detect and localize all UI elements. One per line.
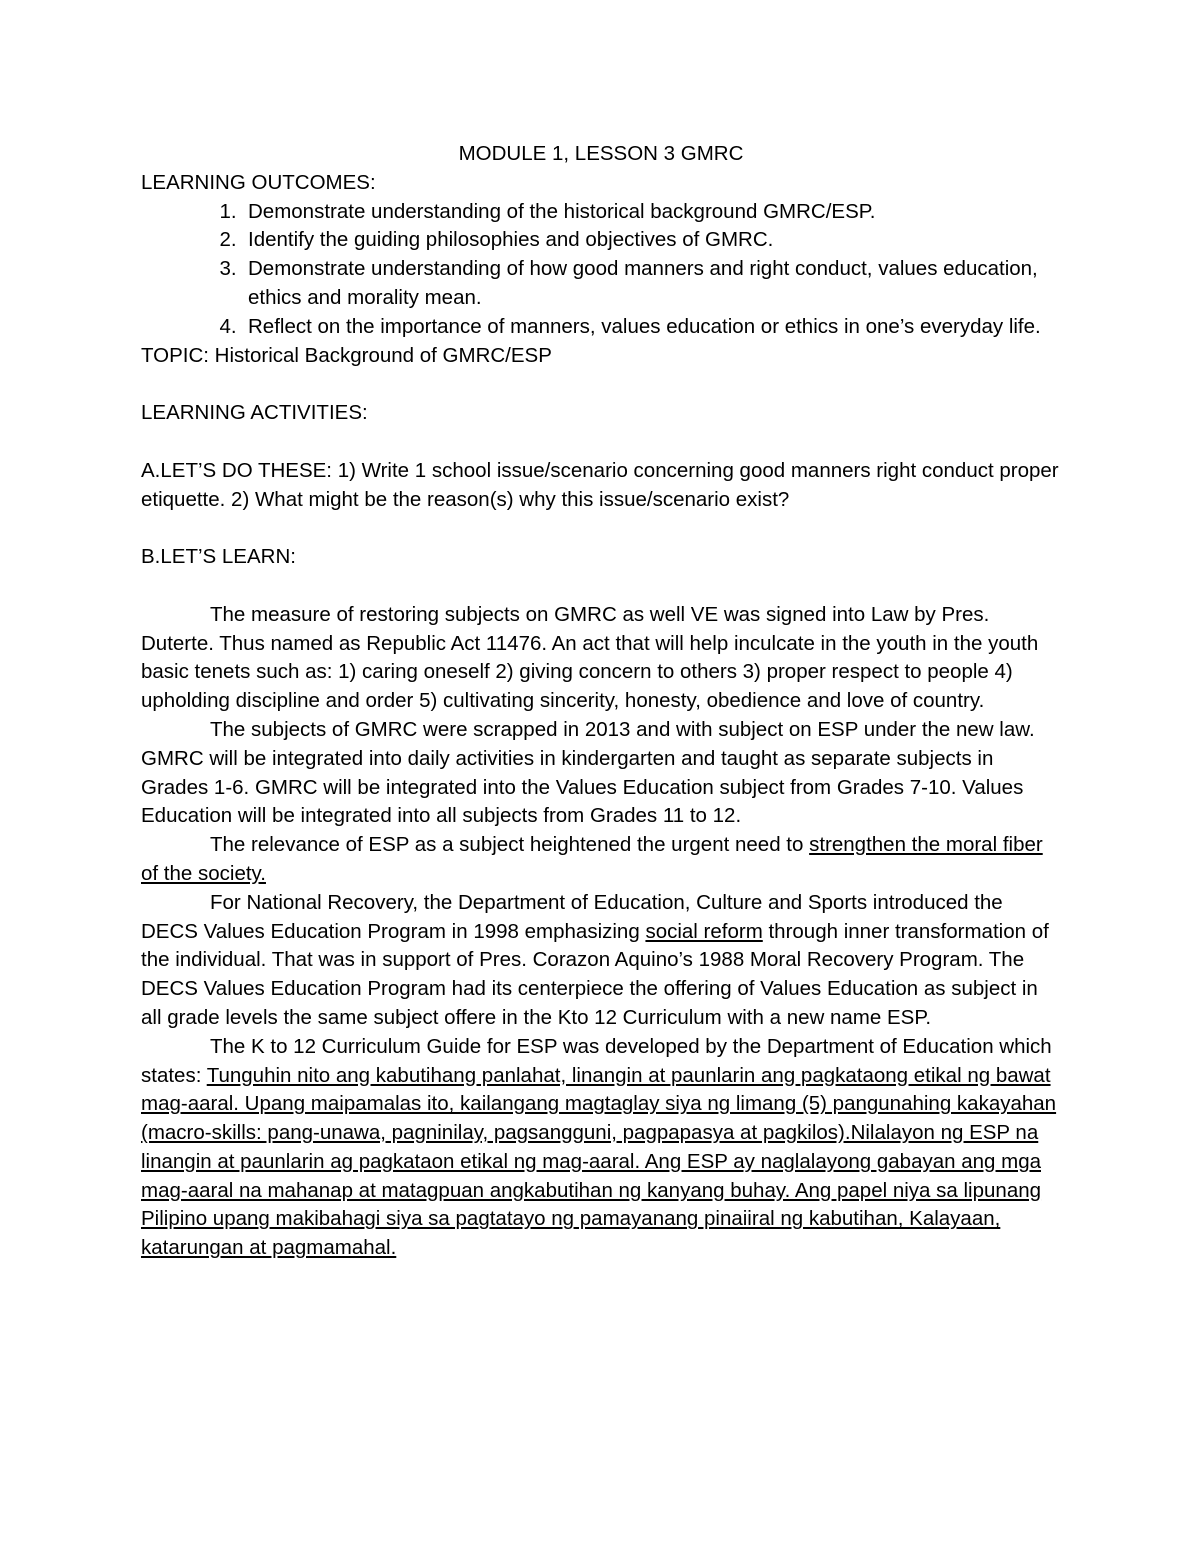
spacer [141,514,1061,543]
lets-learn-heading: B.LET’S LEARN: [141,545,296,569]
spacer [141,428,1061,457]
paragraph-1: The measure of restoring subjects on GMRC as well VE was signed into Law by Pres. Duterte. Thus named as Republic Act 11476. An act that will help inculcate in the youth in the youth basic tenets such as: 1) caring oneself 2) giving concern to others 3) proper respect to people 4) upholding discipline and order 5) cultivating sincerity, honesty, obedience and love of country. [141,602,1039,713]
activities-heading: LEARNING ACTIVITIES: [141,401,368,425]
outcome-item: 3. Demonstrate understanding of how good manners and right conduct, values education, ethics and morality mean. [248,255,1061,313]
topic-line: TOPIC: Historical Background of GMRC/ESP [141,343,552,367]
lets-do-section: A.LET’S DO THESE: 1) Write 1 school issue/scenario concerning good manners right conduct proper etiquette. 2) What might be the reason(s) why this issue/scenario exist? [141,458,1059,511]
paragraph-5-text: The K to 12 Curriculum Guide for ESP was developed by the Department of Education which states: [141,1034,1052,1087]
paragraph-4-text: For National Recovery, the Department of Education, Culture and Sports introduced the DECS Values Education Program in 1998 emphasizing [141,890,1003,943]
paragraph-4-text-end: through inner transformation of the individual. That was in support of Pres. Corazon Aquino’s 1988 Moral Recovery Program. The DECS Values Education Program had its centerpiece the offering of Values Education as subject in all grade levels the same subject offere in the Kto 12 Curriculum with a new name ESP. [141,919,1049,1029]
outcome-item: 4. Reflect on the importance of manners, values education or ethics in one’s everyday life. [248,313,1061,342]
paragraph-2: The subjects of GMRC were scrapped in 2013 and with subject on ESP under the new law. GMRC will be integrated into daily activities in kindergarten and taught as separate subjects in Grades 1-6. GMRC will be integrated into the Values Education subject from Grades 7-10. Values Education will be integrated into all subjects from Grades 11 to 12. [141,717,1035,828]
document-page [141,140,1061,1263]
outcomes-list [141,198,1061,342]
outcomes-heading: LEARNING OUTCOMES: [141,170,376,194]
underlined-quote: Tunguhin nito ang kabutihang panlahat, linangin at paunlarin ang pagkataong etikal ng bawat mag-aaral. Upang maipamalas ito, kailangang magtaglay siya ng limang (5) pangunahing kakayahan (macro-skills: pang-unawa, pagninilay, pagsangguni, pagpapasya at pagkilos).Nilalayon ng ESP na linangin at paunlarin ag pagkataon etikal ng mag-aaral. Ang ESP ay naglalayong gabayan ang mga mag-aaral na mahanap at matagpuan angkabutihan ng kanyang buhay. Ang papel niya sa lipunang Pilipino upang makibahagi siya sa pagtatayo ng pamayanang pinaiiral ng kabutihan, Kalayaan, katarungan at pagmamahal. [141,1063,1057,1260]
page-title: MODULE 1, LESSON 3 GMRC [458,142,744,165]
outcome-item: 1. Demonstrate understanding of the historical background GMRC/ESP. [248,198,1061,227]
paragraph-3 [141,831,1061,889]
outcome-item: 2. Identify the guiding philosophies and objectives of GMRC. [248,226,1061,255]
paragraph-4 [141,889,1061,1033]
underlined-phrase: social reform [645,919,763,943]
paragraph-5 [141,1033,1061,1263]
spacer [141,370,1061,399]
paragraph-3-text: The relevance of ESP as a subject heightened the urgent need to [210,833,810,857]
underlined-phrase: strengthen the moral fiber of the society. [141,833,1043,885]
spacer [141,572,1061,601]
